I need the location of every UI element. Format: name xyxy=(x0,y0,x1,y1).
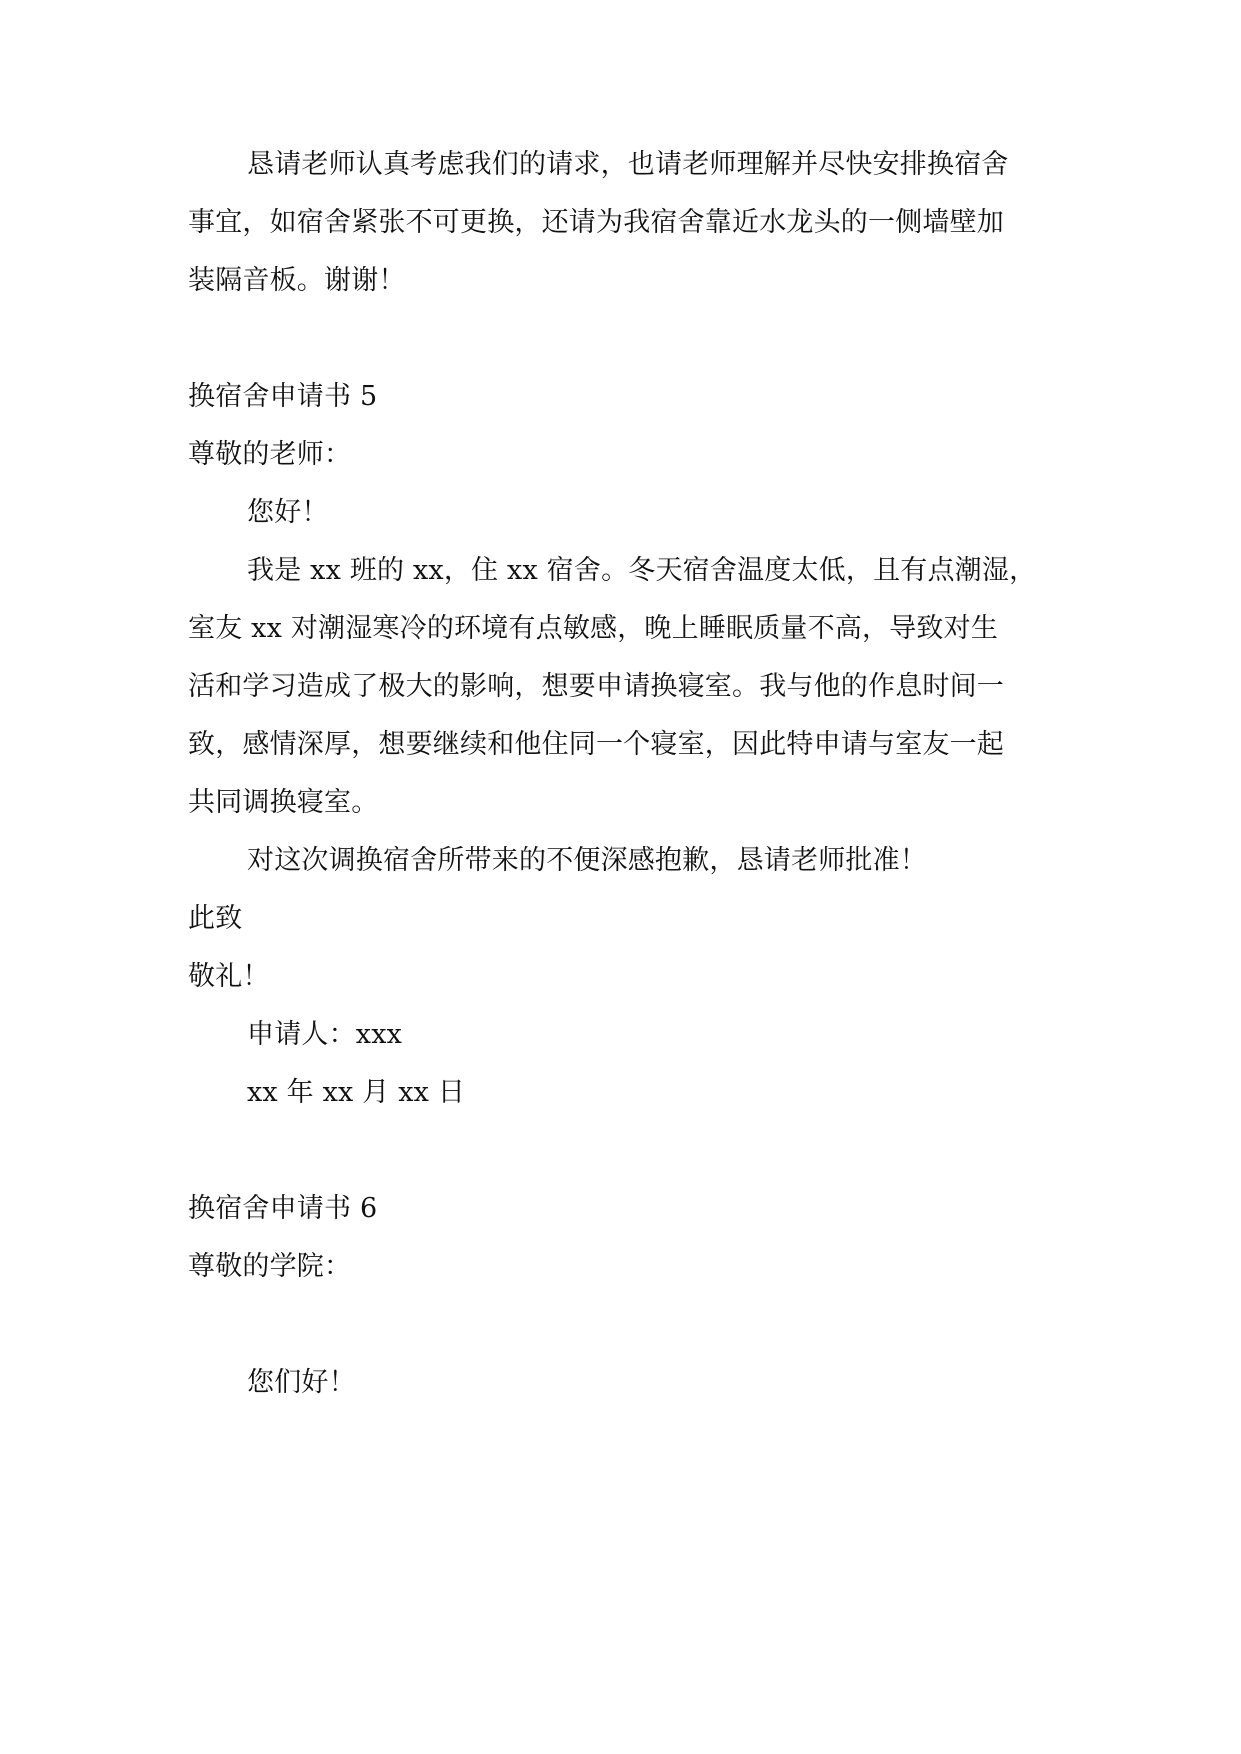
closing-line: 此致 xyxy=(188,903,243,934)
salutation: 尊敬的老师： xyxy=(188,439,352,470)
letter-title: 换宿舍申请书 5 xyxy=(188,381,378,412)
applicant-line: 申请人：xxx xyxy=(247,1019,403,1050)
paragraph-line: 致，感情深厚，想要继续和他住同一个寝室，因此特申请与室友一起 xyxy=(188,729,1004,760)
salutation: 尊敬的学院： xyxy=(188,1251,352,1282)
closing-line: 敬礼！ xyxy=(188,961,270,992)
paragraph-line: 室友 xx 对潮湿寒冷的环境有点敏感，晚上睡眠质量不高，导致对生 xyxy=(188,613,999,644)
letter-title: 换宿舍申请书 6 xyxy=(188,1193,378,1224)
paragraph-line: 我是 xx 班的 xx，住 xx 宿舍。冬天宿舍温度太低，且有点潮湿， xyxy=(247,555,1037,586)
greeting: 您们好！ xyxy=(247,1367,356,1398)
paragraph-line: 事宜，如宿舍紧张不可更换，还请为我宿舍靠近水龙头的一侧墙壁加 xyxy=(188,207,1004,238)
date-line: xx 年 xx 月 xx 日 xyxy=(247,1077,466,1108)
paragraph-line: 恳请老师认真考虑我们的请求，也请老师理解并尽快安排换宿舍 xyxy=(247,149,1009,180)
greeting: 您好！ xyxy=(247,497,329,528)
apology-line: 对这次调换宿舍所带来的不便深感抱歉，恳请老师批准！ xyxy=(247,845,927,876)
paragraph-line: 活和学习造成了极大的影响，想要申请换寝室。我与他的作息时间一 xyxy=(188,671,1004,702)
paragraph-line: 共同调换寝室。 xyxy=(188,787,379,818)
paragraph-line: 装隔音板。谢谢！ xyxy=(188,265,406,296)
